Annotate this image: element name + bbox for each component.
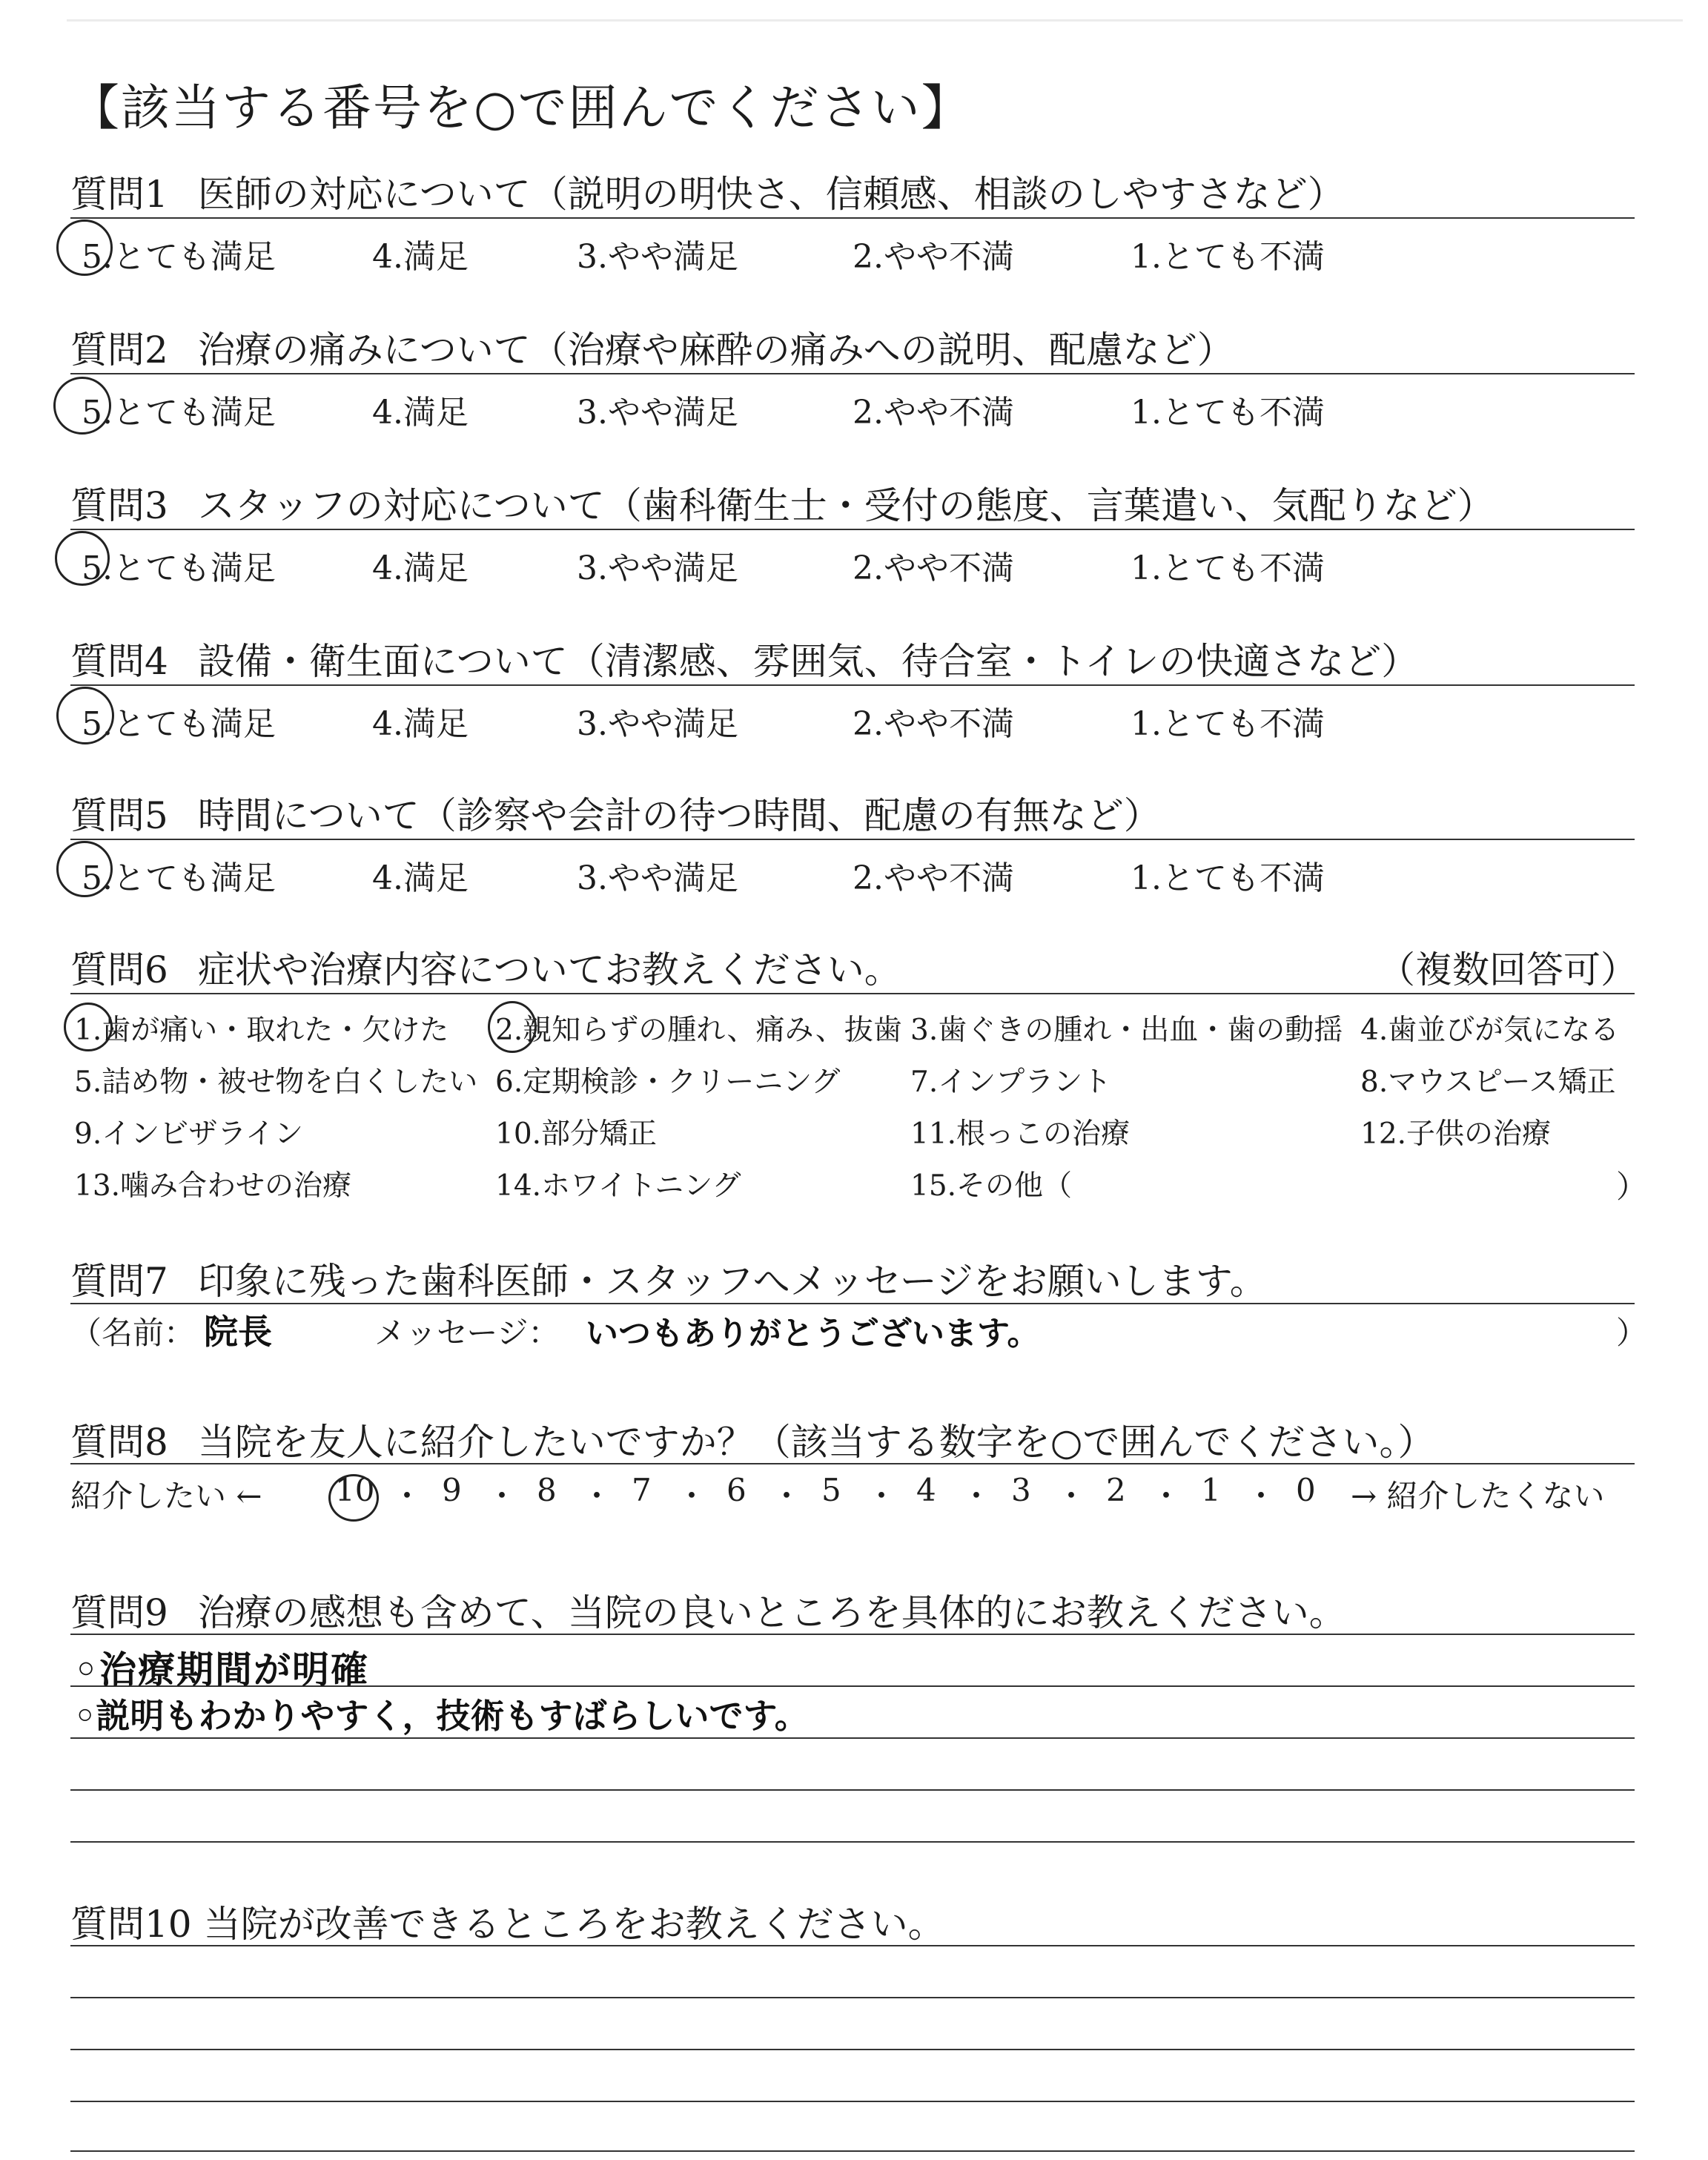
- scale-separator: ・: [391, 1478, 423, 1514]
- close-paren: ）: [1616, 1315, 1648, 1351]
- question-5: [70, 786, 1161, 839]
- question-9: [70, 1583, 1346, 1636]
- name-label: （名前：: [70, 1315, 196, 1351]
- question-6: [70, 940, 901, 994]
- scale-separator: ・: [1056, 1478, 1088, 1514]
- rule: [70, 217, 1635, 219]
- question-number: 質問10: [70, 1903, 192, 1946]
- scale-separator: ・: [771, 1478, 803, 1514]
- question-10: [70, 1895, 945, 1948]
- q6-option-3[interactable]: 3.歯ぐきの腫れ・出血・歯の動揺: [910, 1014, 1343, 1047]
- rule: [70, 373, 1635, 374]
- question-text: 治療の感想も含めて、当院の良いところを具体的にお教えください。: [197, 1591, 1346, 1634]
- scale-8[interactable]: 8: [537, 1472, 557, 1508]
- rule: [70, 1789, 1635, 1791]
- option-1[interactable]: 1.とても不満: [1131, 238, 1325, 276]
- circle-mark: [56, 219, 113, 276]
- q6-option-4[interactable]: 4.歯並びが気になる: [1360, 1014, 1620, 1047]
- rule: [70, 1463, 1635, 1464]
- circle-mark: [55, 531, 110, 586]
- scale-4[interactable]: 4: [916, 1472, 936, 1508]
- q6-option-7[interactable]: 7.インプラント: [910, 1066, 1112, 1099]
- rule: [70, 839, 1635, 840]
- q6-option-6[interactable]: 6.定期検診・クリーニング: [495, 1066, 841, 1099]
- q9-answer-line-1[interactable]: ◦治療期間が明確: [74, 1648, 369, 1691]
- option-2[interactable]: 2.やや不満: [853, 238, 1014, 276]
- option-1[interactable]: 1.とても不満: [1131, 859, 1325, 897]
- q6-option-14[interactable]: 14.ホワイトニング: [495, 1169, 741, 1203]
- rule: [70, 1997, 1635, 1998]
- close-paren: ）: [1616, 1169, 1648, 1205]
- top-border: [67, 19, 1683, 22]
- q6-option-15[interactable]: 15.その他（: [910, 1169, 1073, 1203]
- rule: [70, 2150, 1635, 2152]
- option-3[interactable]: 3.やや満足: [577, 238, 738, 276]
- option-1[interactable]: 1.とても不満: [1131, 394, 1325, 432]
- scale-separator: ・: [676, 1478, 708, 1514]
- rule: [70, 1841, 1635, 1843]
- scale-separator: ・: [866, 1478, 898, 1514]
- rule: [70, 1634, 1635, 1635]
- scale-5[interactable]: 5: [821, 1472, 841, 1508]
- q6-option-5[interactable]: 5.詰め物・被せ物を白くしたい: [74, 1066, 478, 1099]
- option-3[interactable]: 3.やや満足: [577, 394, 738, 432]
- option-4[interactable]: 4.満足: [372, 238, 469, 276]
- option-1[interactable]: 1.とても不満: [1131, 705, 1325, 743]
- q6-option-9[interactable]: 9.インビザライン: [74, 1117, 304, 1151]
- question-text: 治療の痛みについて（治療や麻酔の痛みへの説明、配慮など）: [197, 328, 1234, 371]
- question-number: 質問4: [70, 640, 168, 683]
- question-text: 医師の対応について（説明の明快さ、信頼感、相談のしやすさなど）: [197, 173, 1345, 216]
- option-5[interactable]: 5.とても満足: [82, 705, 276, 743]
- question-2: [70, 320, 1234, 374]
- question-text: 当院を友人に紹介したいですか？（該当する数字を○で囲んでください。）: [197, 1421, 1435, 1464]
- q6-option-2[interactable]: 2.親知らずの腫れ、痛み、抜歯: [495, 1014, 902, 1047]
- option-2[interactable]: 2.やや不満: [853, 394, 1014, 432]
- question-number: 質問2: [70, 328, 168, 371]
- question-text: 当院が改善できるところをお教えください。: [203, 1903, 945, 1946]
- option-4[interactable]: 4.満足: [372, 705, 469, 743]
- rule: [70, 2101, 1635, 2102]
- option-2[interactable]: 2.やや不満: [853, 859, 1014, 897]
- scale-separator: ・: [486, 1478, 518, 1514]
- circle-mark: [328, 1474, 379, 1522]
- rule: [70, 684, 1635, 686]
- q6-option-12[interactable]: 12.子供の治療: [1360, 1117, 1552, 1151]
- scale-separator: ・: [581, 1478, 613, 1514]
- message-label: メッセージ：: [374, 1315, 560, 1351]
- scale-6[interactable]: 6: [726, 1472, 747, 1508]
- scale-separator: ・: [1245, 1478, 1277, 1514]
- question-number: 質問3: [70, 484, 168, 527]
- option-5[interactable]: 5.とても満足: [82, 238, 276, 276]
- rule: [70, 1303, 1635, 1304]
- question-number: 質問9: [70, 1591, 168, 1634]
- option-4[interactable]: 4.満足: [372, 549, 469, 587]
- multiple-answers-note: （複数回答可）: [1378, 948, 1638, 991]
- question-4: [70, 632, 1418, 685]
- option-3[interactable]: 3.やや満足: [577, 705, 738, 743]
- question-number: 質問7: [70, 1260, 168, 1303]
- circle-mark: [488, 1001, 537, 1053]
- option-1[interactable]: 1.とても不満: [1131, 549, 1325, 587]
- option-3[interactable]: 3.やや満足: [577, 549, 738, 587]
- question-8: [70, 1413, 1434, 1466]
- circle-mark: [64, 1003, 113, 1051]
- option-2[interactable]: 2.やや不満: [853, 549, 1014, 587]
- option-4[interactable]: 4.満足: [372, 394, 469, 432]
- scale-3[interactable]: 3: [1011, 1472, 1031, 1508]
- rule: [70, 1945, 1635, 1946]
- option-2[interactable]: 2.やや不満: [853, 705, 1014, 743]
- q6-option-10[interactable]: 10.部分矯正: [495, 1117, 658, 1151]
- recommend-left-label: 紹介したい ←: [70, 1478, 262, 1514]
- q6-option-8[interactable]: 8.マウスピース矯正: [1360, 1066, 1616, 1099]
- question-7: [70, 1252, 1267, 1305]
- option-5[interactable]: 5.とても満足: [82, 394, 276, 432]
- scale-0[interactable]: 0: [1296, 1472, 1316, 1508]
- scale-10[interactable]: 10: [335, 1472, 375, 1508]
- question-text: 設備・衛生面について（清潔感、雰囲気、待合室・トイレの快適さなど）: [197, 640, 1419, 683]
- option-5[interactable]: 5.とても満足: [82, 859, 276, 897]
- q6-option-11[interactable]: 11.根っこの治療: [910, 1117, 1131, 1151]
- question-number: 質問6: [70, 948, 168, 991]
- question-number: 質問1: [70, 173, 168, 216]
- option-4[interactable]: 4.満足: [372, 859, 469, 897]
- circle-mark: [56, 841, 113, 897]
- option-5[interactable]: 5.とても満足: [82, 549, 276, 587]
- q6-option-13[interactable]: 13.噛み合わせの治療: [74, 1169, 352, 1203]
- rule: [70, 529, 1635, 530]
- form-title: 【該当する番号を○で囲んでください】: [70, 79, 972, 136]
- question-number: 質問8: [70, 1421, 168, 1464]
- rule: [70, 2049, 1635, 2050]
- question-text: スタッフの対応について（歯科衛生士・受付の態度、言葉遣い、気配りなど）: [197, 484, 1494, 527]
- circle-mark: [56, 687, 114, 744]
- q9-answer-line-2[interactable]: ◦説明もわかりやすく，技術もすばらしいです。: [74, 1696, 809, 1736]
- rule: [70, 993, 1635, 994]
- option-3[interactable]: 3.やや満足: [577, 859, 738, 897]
- scale-1[interactable]: 1: [1201, 1472, 1221, 1508]
- scale-separator: ・: [1151, 1478, 1182, 1514]
- name-value[interactable]: 院長: [204, 1312, 272, 1352]
- message-value[interactable]: いつもありがとうございます。: [586, 1315, 1040, 1353]
- scale-2[interactable]: 2: [1106, 1472, 1126, 1508]
- question-text: 印象に残った歯科医師・スタッフへメッセージをお願いします。: [197, 1260, 1267, 1303]
- q6-option-1[interactable]: 1.歯が痛い・取れた・欠けた: [74, 1014, 449, 1047]
- circle-mark: [53, 377, 111, 435]
- question-1: [70, 165, 1345, 218]
- question-text: 時間について（診察や会計の待つ時間、配慮の有無など）: [197, 794, 1161, 837]
- scale-7[interactable]: 7: [632, 1472, 652, 1508]
- scale-separator: ・: [961, 1478, 993, 1514]
- recommend-right-label: → 紹介したくない: [1351, 1478, 1605, 1514]
- question-3: [70, 476, 1494, 529]
- scale-9[interactable]: 9: [442, 1472, 462, 1508]
- question-text: 症状や治療内容についてお教えください。: [197, 948, 901, 991]
- question-number: 質問5: [70, 794, 168, 837]
